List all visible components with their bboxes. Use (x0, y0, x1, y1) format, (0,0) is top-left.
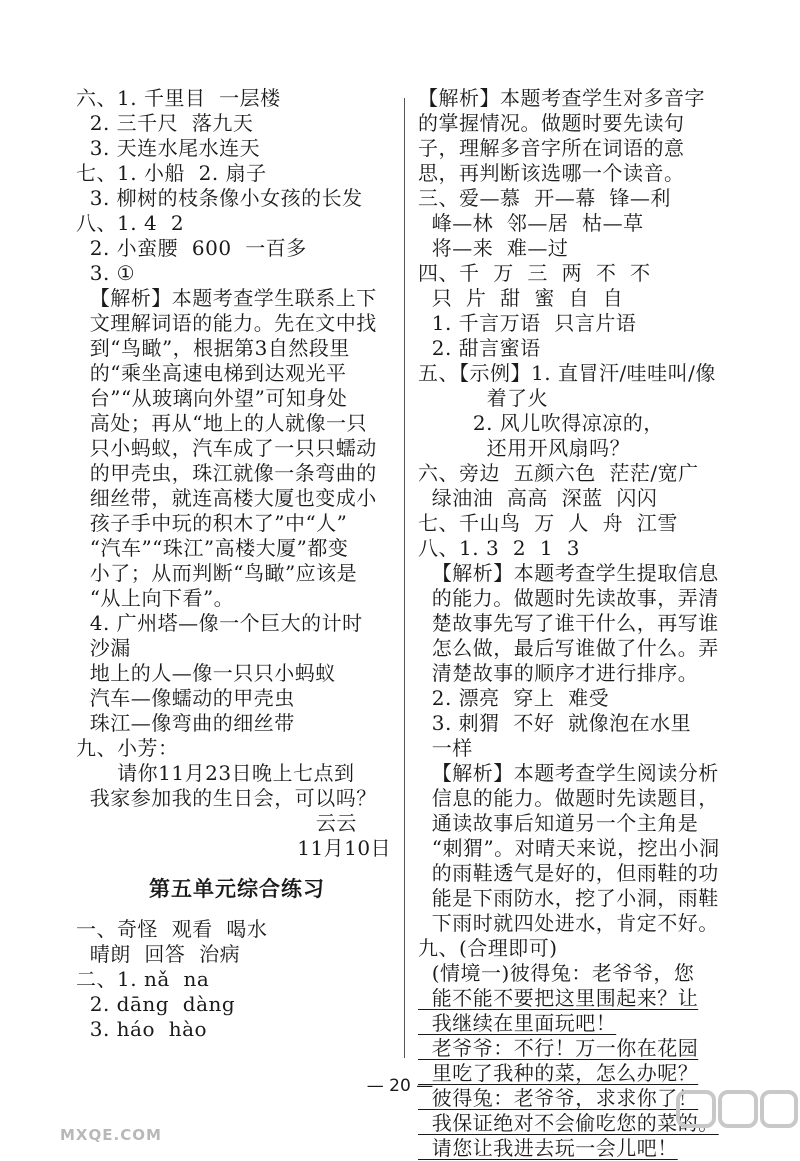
answer-line: 通读故事后知道另一个主角是 (418, 811, 699, 835)
answer-line: 还用开风扇吗？ (418, 436, 631, 460)
answer-line: “刺猬”。对晴天来说，挖出小洞 (418, 836, 720, 860)
answer-line: 的甲壳虫，珠江就像一条弯曲的 (76, 461, 377, 485)
answer-line: 着了火 (418, 386, 549, 410)
section-title: 第五单元综合练习 (149, 877, 325, 901)
answer-line: 信息的能力。做题时先读题目， (418, 786, 719, 810)
answer-line: 晴朗 回答 治病 (76, 942, 241, 966)
answer-line: 请您让我进去玩一会儿吧！ (418, 1136, 678, 1160)
answer-line: 高处；再从“地上的人就像一只 (76, 411, 367, 435)
answer-line: 六、1. 千里目 一层楼 (76, 86, 281, 110)
answer-line: 沙漏 (76, 636, 131, 660)
answer-line: 能不能不要把这里围起来？让 (418, 986, 699, 1010)
answer-line: 七、1. 小船 2. 扇子 (76, 161, 267, 185)
answer-line: 只小蚂蚁，汽车成了一只只蠕动 (76, 436, 377, 460)
answer-line: 小了；从而判断“鸟瞰”应该是 (76, 561, 358, 585)
answer-line: 七、千山鸟 万 人 舟 江雪 (418, 511, 678, 535)
answer-line: 我家参加我的生日会，可以吗？ (76, 786, 377, 810)
answer-line: 请你11月23日晚上七点到 (76, 761, 355, 785)
answer-line: 三、爱—慕 开—幕 锋—利 (418, 186, 671, 210)
answer-line: 的雨鞋透气是好的，但雨鞋的功 (418, 861, 719, 885)
answer-line: 只 片 甜 蜜 自 自 (418, 286, 624, 310)
answer-line: 八、1. 4 2 (76, 211, 185, 235)
answer-line: 一、奇怪 观看 喝水 (76, 917, 268, 941)
answer-line: 到“鸟瞰”，根据第3自然段里 (76, 336, 350, 360)
answer-line: “汽车”“珠江”高楼大厦”都变 (76, 536, 349, 560)
watermark-text: MXQE.COM (60, 1126, 162, 1144)
answer-line: 2. 三千尺 落九天 (76, 111, 254, 135)
answer-line: 绿油油 高高 深蓝 闪闪 (418, 486, 658, 510)
answer-line: 台”“从玻璃向外望”可知身处 (76, 386, 348, 410)
answer-line: 2. 小蛮腰 600 一百多 (76, 236, 307, 260)
answer-line: 里吃了我种的菜，怎么办呢？ (418, 1061, 699, 1085)
answer-line: 彼得兔：老爷爷，求求你了！ (418, 1086, 699, 1110)
answer-line: 楚故事先写了谁干什么，再写谁 (418, 611, 719, 635)
answer-line: 一样 (418, 736, 473, 760)
answer-line: 怎么做，最后写谁做了什么。弄 (418, 636, 719, 660)
answer-line: 二、1. nǎ na (76, 967, 210, 991)
answer-line: 汽车—像蠕动的甲壳虫 (76, 686, 295, 710)
answer-line: 2. 风儿吹得凉凉的， (418, 411, 664, 435)
answer-line: 【解析】本题考查学生对多音字 (418, 86, 705, 110)
answer-line: 五、【示例】1. 直冒汗/哇哇叫/像 (418, 361, 716, 385)
answer-line: 能是下雨防水，挖了小洞，雨鞋 (418, 886, 719, 910)
answer-line: 四、千 万 三 两 不 不 (418, 261, 651, 285)
answer-line: 3. háo hào (76, 1017, 208, 1041)
answer-line: 珠江—像弯曲的细丝带 (76, 711, 295, 735)
answer-line: 子，理解多音字所在词语的意 (418, 136, 685, 160)
answer-line: 2. dāng dàng (76, 992, 236, 1016)
watermark-logo-icon (640, 1088, 800, 1146)
answer-line: 3. 天连水尾水连天 (76, 136, 261, 160)
answer-line: 地上的人—像一只只小蚂蚁 (76, 661, 336, 685)
answer-line: 九、(合理即可) (418, 936, 558, 960)
page-number: — 20 — (366, 1076, 434, 1096)
answer-line: 我继续在里面玩吧！ (418, 1011, 617, 1035)
column-divider (404, 98, 405, 1058)
answer-line: 1. 千言万语 只言片语 (418, 311, 637, 335)
answer-line: 的能力。做题时先读故事，弄清 (418, 586, 719, 610)
answer-line: 将—来 难—过 (418, 236, 569, 260)
answer-line: 2. 甜言蜜语 (418, 336, 541, 360)
answer-line: 六、旁边 五颜六色 茫茫/宽广 (418, 461, 699, 485)
left-column (76, 86, 398, 1042)
answer-line: 2. 漂亮 穿上 难受 (418, 686, 610, 710)
answer-line: 的“乘坐高速电梯到达观光平 (76, 361, 347, 385)
answer-line: 下雨时就四处进水，肯定不好。 (418, 911, 719, 935)
right-column (418, 86, 738, 1161)
answer-line: 3. 柳树的枝条像小女孩的长发 (76, 186, 363, 210)
answer-line: (情境一)彼得兔：老爷爷，您 (418, 961, 695, 985)
answer-line: 【解析】本题考查学生提取信息 (418, 561, 719, 585)
answer-line: 的掌握情况。做题时要先读句 (418, 111, 685, 135)
answer-line: 云云 (315, 811, 398, 835)
answer-line: 峰—林 邻—居 枯—草 (418, 211, 644, 235)
answer-line: “从上向下看”。 (76, 586, 235, 610)
answer-line: 3. ① (76, 261, 136, 285)
answer-line: 4. 广州塔—像一个巨大的计时 (76, 611, 363, 635)
answer-line: 【解析】本题考查学生阅读分析 (418, 761, 719, 785)
answer-line: 九、小芳： (76, 736, 179, 760)
answer-line: 文理解词语的能力。先在文中找 (76, 311, 377, 335)
answer-line: 孩子手中玩的积木了”中“人” (76, 511, 348, 535)
answer-line: 11月10日 (297, 836, 398, 860)
answer-line: 3. 刺猬 不好 就像泡在水里 (418, 711, 692, 735)
answer-line: 细丝带，就连高楼大厦也变成小 (76, 486, 377, 510)
answer-line: 清楚故事的顺序才进行排序。 (418, 661, 699, 685)
answer-line: 老爷爷：不行！万一你在花园 (418, 1036, 699, 1060)
answer-line: 我保证绝对不会偷吃您的菜的。 (418, 1111, 719, 1135)
answer-line: 【解析】本题考查学生联系上下 (76, 286, 377, 310)
answer-line: 思，再判断该选哪一个读音。 (418, 161, 685, 185)
answer-line: 八、1. 3 2 1 3 (418, 536, 580, 560)
